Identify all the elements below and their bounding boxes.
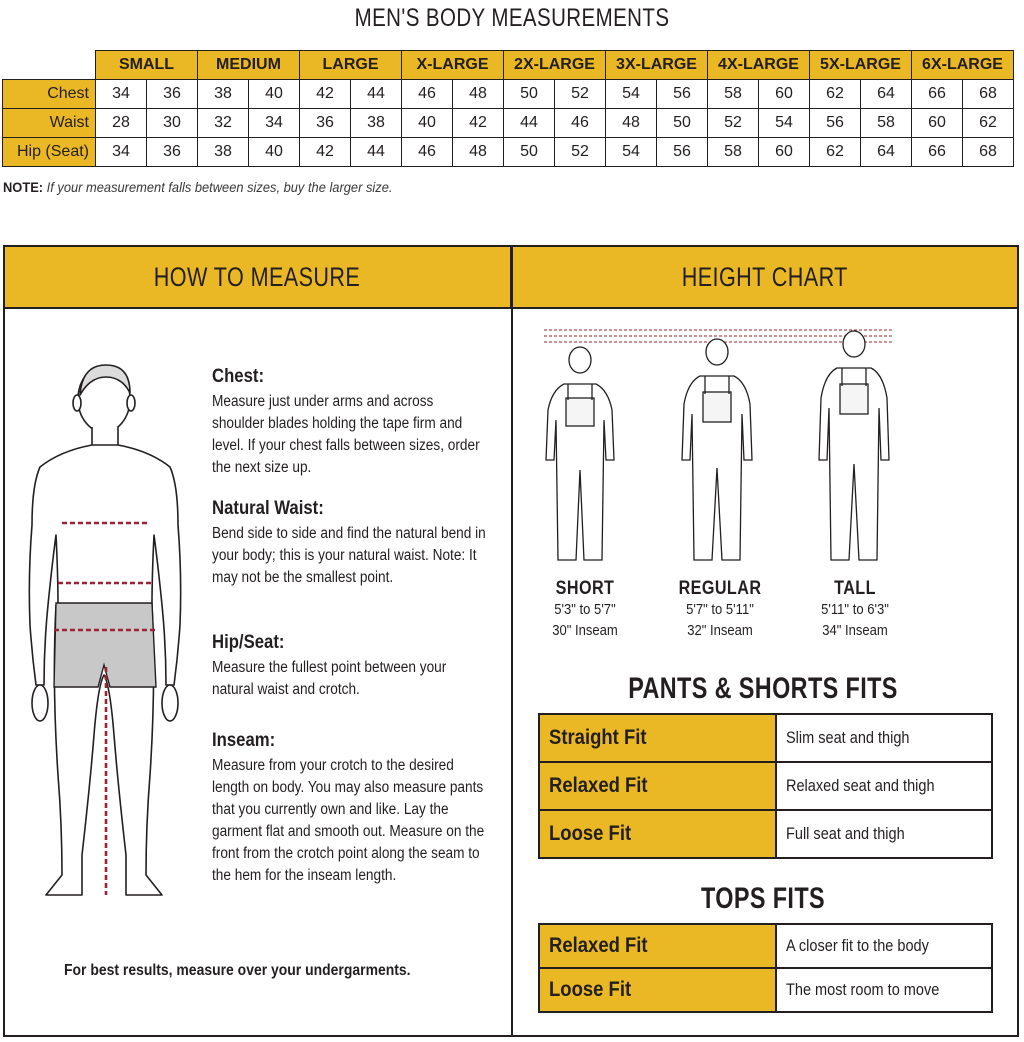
measurement-value: 56: [657, 80, 708, 109]
measurement-value: 52: [555, 80, 606, 109]
measurement-value: 36: [147, 138, 198, 167]
measurement-value: 48: [453, 138, 504, 167]
measurement-value: 36: [147, 80, 198, 109]
inseam-heading: Inseam:: [212, 730, 276, 751]
height-tall-range: 5'11" to 6'3": [821, 602, 889, 618]
chest-heading: Chest:: [212, 366, 265, 387]
measurement-value: 66: [912, 138, 963, 167]
measurement-value: 68: [963, 138, 1014, 167]
size-header: SMALL: [96, 51, 198, 80]
table-row: [539, 924, 992, 968]
height-regular-inseam: 32" Inseam: [687, 623, 753, 639]
tall-figure: [819, 331, 889, 560]
table-row: [3, 138, 1014, 167]
measurement-value: 46: [402, 80, 453, 109]
measurement-value: 46: [555, 109, 606, 138]
measurement-value: 64: [861, 80, 912, 109]
measurement-value: 60: [759, 138, 810, 167]
measurement-value: 60: [912, 109, 963, 138]
hip-instructions: [212, 632, 492, 701]
measurement-value: 40: [249, 138, 300, 167]
height-tall: [780, 578, 930, 642]
measurement-value: 40: [249, 80, 300, 109]
height-short-range: 5'3" to 5'7": [554, 602, 616, 618]
size-note: [3, 179, 392, 195]
measurement-value: 28: [96, 109, 147, 138]
tops-fits-title: TOPS FITS: [701, 882, 825, 915]
size-header: 6X-LARGE: [912, 51, 1014, 80]
measurement-value: 66: [912, 80, 963, 109]
measurement-value: 60: [759, 80, 810, 109]
tops-fits-table: [538, 923, 993, 1013]
fit-name: Relaxed Fit: [549, 934, 648, 957]
short-figure: [546, 347, 614, 560]
chest-instructions: [212, 366, 492, 479]
table-row: [3, 109, 1014, 138]
measurement-value: 46: [402, 138, 453, 167]
waist-instructions: [212, 498, 492, 589]
measurement-value: 54: [759, 109, 810, 138]
measurement-value: 52: [555, 138, 606, 167]
table-row: [539, 810, 992, 858]
hip-heading: Hip/Seat:: [212, 632, 285, 653]
measurement-value: 42: [300, 138, 351, 167]
fit-description: The most room to move: [786, 980, 940, 999]
fit-name: Loose Fit: [549, 978, 632, 1001]
page-title: MEN'S BODY MEASUREMENTS: [354, 4, 670, 32]
best-results-note: For best results, measure over your undergarments.: [64, 962, 411, 979]
measurement-value: 44: [504, 109, 555, 138]
note-text: If your measurement falls between sizes, buy the larger size.: [46, 179, 393, 195]
row-label: Hip (Seat): [3, 138, 96, 167]
measurement-value: 34: [96, 80, 147, 109]
measurement-value: 64: [861, 138, 912, 167]
measurement-value: 42: [300, 80, 351, 109]
height-chart-header: [511, 247, 1017, 309]
note-label: NOTE:: [3, 179, 44, 195]
size-header: X-LARGE: [402, 51, 504, 80]
fit-name: Loose Fit: [549, 822, 632, 845]
measurement-value: 52: [708, 109, 759, 138]
regular-figure: [682, 339, 752, 560]
fit-name: Relaxed Fit: [549, 774, 648, 797]
pants-fits-table: [538, 713, 993, 859]
fit-description: Slim seat and thigh: [786, 728, 910, 747]
measurement-value: 54: [606, 80, 657, 109]
table-row: [539, 968, 992, 1012]
measurement-value: 50: [504, 80, 555, 109]
chest-text: Measure just under arms and across shoulder blades holding the tape firm and level. If your chest falls between sizes, order the next size up.: [212, 393, 480, 476]
table-row: [539, 714, 992, 762]
measurement-value: 48: [606, 109, 657, 138]
height-short-inseam: 30" Inseam: [552, 623, 618, 639]
measurement-value: 36: [300, 109, 351, 138]
measurement-value: 38: [351, 109, 402, 138]
measurement-value: 58: [708, 80, 759, 109]
pants-fits-title: PANTS & SHORTS FITS: [628, 672, 898, 705]
inseam-text: Measure from your crotch to the desired length on body. You may also measure pants that you currently own and like. Lay the garment flat and smooth out. Measure on the front from the crotch point along the seam to the hem for the inseam length.: [212, 757, 485, 884]
measurement-value: 34: [96, 138, 147, 167]
fit-description: Relaxed seat and thigh: [786, 776, 935, 795]
size-measurement-table: [2, 50, 1014, 167]
measurement-value: 34: [249, 109, 300, 138]
height-tall-name: TALL: [834, 578, 876, 599]
measurement-value: 56: [810, 109, 861, 138]
fit-description: A closer fit to the body: [786, 936, 929, 955]
body-figure-illustration: [10, 355, 190, 910]
how-to-measure-header: [5, 247, 511, 309]
how-to-measure-title: HOW TO MEASURE: [154, 261, 361, 292]
measurement-value: 62: [810, 138, 861, 167]
measurement-value: 38: [198, 80, 249, 109]
height-regular-range: 5'7" to 5'11": [686, 602, 754, 618]
measurement-value: 50: [504, 138, 555, 167]
size-header: 4X-LARGE: [708, 51, 810, 80]
measurement-value: 38: [198, 138, 249, 167]
hip-text: Measure the fullest point between your natural waist and crotch.: [212, 659, 447, 698]
measurement-value: 62: [810, 80, 861, 109]
size-header: LARGE: [300, 51, 402, 80]
measurement-value: 44: [351, 138, 402, 167]
height-chart-title: HEIGHT CHART: [681, 261, 848, 292]
table-row: [3, 80, 1014, 109]
height-tall-inseam: 34" Inseam: [822, 623, 888, 639]
fit-name: Straight Fit: [549, 726, 647, 749]
measurement-value: 40: [402, 109, 453, 138]
measurement-value: 42: [453, 109, 504, 138]
size-header: 3X-LARGE: [606, 51, 708, 80]
table-row: [539, 762, 992, 810]
measurement-value: 32: [198, 109, 249, 138]
measurement-value: 48: [453, 80, 504, 109]
height-figures-illustration: [512, 320, 1012, 570]
measurement-value: 50: [657, 109, 708, 138]
measurement-value: 54: [606, 138, 657, 167]
row-label: Chest: [3, 80, 96, 109]
height-regular: [645, 578, 795, 642]
inseam-instructions: [212, 730, 492, 887]
measurement-value: 44: [351, 80, 402, 109]
row-label: Waist: [3, 109, 96, 138]
measurement-value: 58: [861, 109, 912, 138]
measurement-value: 30: [147, 109, 198, 138]
waist-heading: Natural Waist:: [212, 498, 324, 519]
measurement-value: 56: [657, 138, 708, 167]
size-header: 2X-LARGE: [504, 51, 606, 80]
measurement-value: 58: [708, 138, 759, 167]
measurement-value: 62: [963, 109, 1014, 138]
height-regular-name: REGULAR: [678, 578, 762, 599]
height-short: [510, 578, 660, 642]
measurement-value: 68: [963, 80, 1014, 109]
fit-description: Full seat and thigh: [786, 824, 905, 843]
size-header: 5X-LARGE: [810, 51, 912, 80]
waist-text: Bend side to side and find the natural bend in your body; this is your natural waist. Note: It may not be the smallest point.: [212, 525, 486, 586]
size-header: MEDIUM: [198, 51, 300, 80]
height-short-name: SHORT: [555, 578, 615, 599]
